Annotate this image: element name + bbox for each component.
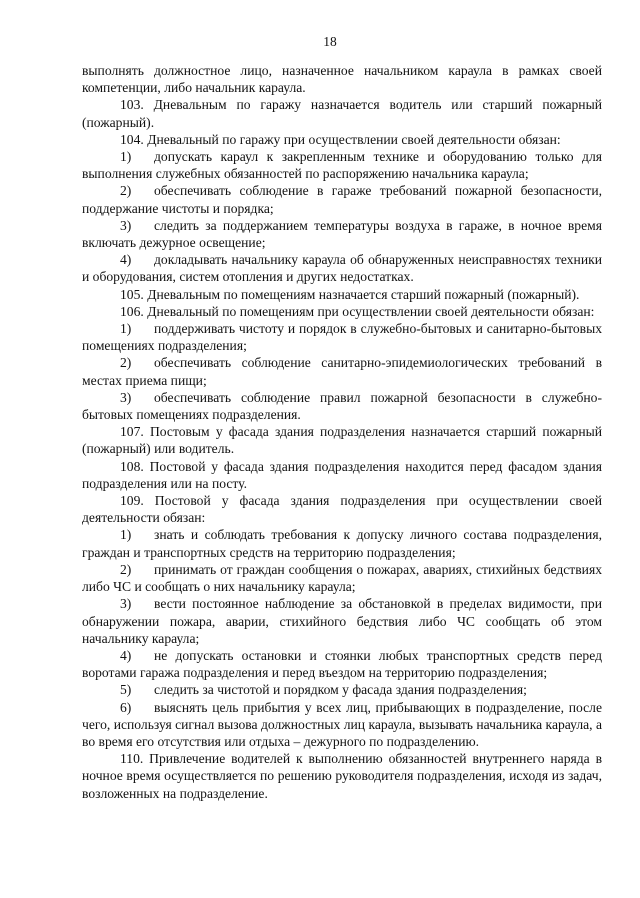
- paragraph: 106. Дневальный по помещениям при осуществлении своей деятельности обязан:: [120, 303, 595, 319]
- list-item: [82, 526, 602, 560]
- list-item-text: обеспечивать соблюдение санитарно-эпидемиологических требований в местах приема пищи;: [82, 355, 602, 388]
- list-item-number: 3): [120, 217, 132, 233]
- list-item-number: 6): [120, 699, 132, 715]
- list-item-text: вести постоянное наблюдение за обстановкой в пределах видимости, при обнаружении пожара, аварии, стихийного бедствия либо ЧС сообщать об этом начальнику караула;: [82, 596, 602, 646]
- list-item-text: обеспечивать соблюдение в гараже требований пожарной безопасности, поддержание чистоты и порядка;: [82, 183, 602, 216]
- list-item: [82, 647, 602, 681]
- list-item-text: поддерживать чистоту и порядок в служебно-бытовых и санитарно-бытовых помещениях подразделения;: [82, 321, 602, 354]
- list-item-text: следить за поддержанием температуры воздуха в гараже, в ночное время включать дежурное освещение;: [82, 217, 602, 251]
- list-item-number: 1): [120, 149, 132, 165]
- list-item-number: 2): [120, 561, 132, 577]
- list-item-number: 1): [120, 321, 132, 337]
- list-item-text: обеспечивать соблюдение правил пожарной безопасности в служебно-бытовых помещениях подразделения.: [82, 389, 602, 423]
- list-item-number: 3): [120, 596, 132, 612]
- list-item-number: 5): [120, 682, 132, 698]
- paragraph: 108. Постовой у фасада здания подразделения находится перед фасадом здания подразделения или на посту.: [82, 458, 602, 491]
- list-item: [82, 699, 602, 751]
- list-item: [82, 182, 602, 216]
- page-number: 18: [323, 34, 337, 49]
- list-item: [82, 681, 602, 698]
- paragraph: 103. Дневальным по гаражу назначается водитель или старший пожарный (пожарный).: [82, 97, 602, 130]
- list-item-text: принимать от граждан сообщения о пожарах, авариях, стихийных бедствиях либо ЧС и сообщать о них начальнику караула;: [82, 561, 602, 595]
- list-item: [82, 217, 602, 251]
- list-item-number: 2): [120, 355, 132, 371]
- list-item-number: 2): [120, 183, 132, 199]
- list-item: [82, 389, 602, 423]
- paragraph-continuation: выполнять должностное лицо, назначенное начальником караула в рамках своей компетенции, либо начальник караула.: [82, 63, 602, 96]
- list-item: [82, 148, 602, 182]
- list-item-text: допускать караул к закрепленным технике и оборудованию только для выполнения служебных обязанностей по распоряжению начальника караула;: [82, 149, 602, 182]
- list-item-number: 3): [120, 389, 132, 405]
- list-item-number: 4): [120, 252, 132, 268]
- list-item-text: докладывать начальнику караула об обнаруженных неисправностях техники и оборудования, систем отопления и других недостатках.: [82, 252, 602, 285]
- document-body: [82, 62, 602, 802]
- list-item-text: знать и соблюдать требования к допуску личного состава подразделения, граждан и транспортных средств на территорию подразделения;: [82, 527, 602, 560]
- paragraph: 109. Постовой у фасада здания подразделения при осуществлении своей деятельности обязан:: [82, 493, 602, 526]
- paragraph: 110. Привлечение водителей к выполнению обязанностей внутреннего наряда в ночное время осуществляется по решению руководителя подразделения, исходя из задач, возложенных на подразделение.: [82, 751, 602, 801]
- list-item-number: 1): [120, 527, 132, 543]
- list-item: [82, 595, 602, 647]
- paragraph: 104. Дневальный по гаражу при осуществлении своей деятельности обязан:: [120, 131, 561, 147]
- list-item: [82, 320, 602, 354]
- list-item-text: не допускать остановки и стоянки любых транспортных средств перед воротами гаража подразделения и перед въездом на территорию подразделения;: [82, 647, 602, 681]
- list-item: [82, 251, 602, 285]
- paragraph: 107. Постовым у фасада здания подразделения назначается старший пожарный (пожарный) или водитель.: [82, 424, 602, 457]
- list-item: [82, 354, 602, 388]
- paragraph: 105. Дневальным по помещениям назначается старший пожарный (пожарный).: [120, 286, 580, 302]
- list-item-text: выяснять цель прибытия у всех лиц, прибывающих в подразделение, после чего, используя сигнал вызова должностных лиц караула, вызывать начальника караула, а во время его отсутствия или отдыха – дежурного по подразделению.: [82, 699, 602, 749]
- list-item: [82, 561, 602, 595]
- list-item-text: следить за чистотой и порядком у фасада здания подразделения;: [154, 682, 527, 698]
- list-item-number: 4): [120, 647, 132, 663]
